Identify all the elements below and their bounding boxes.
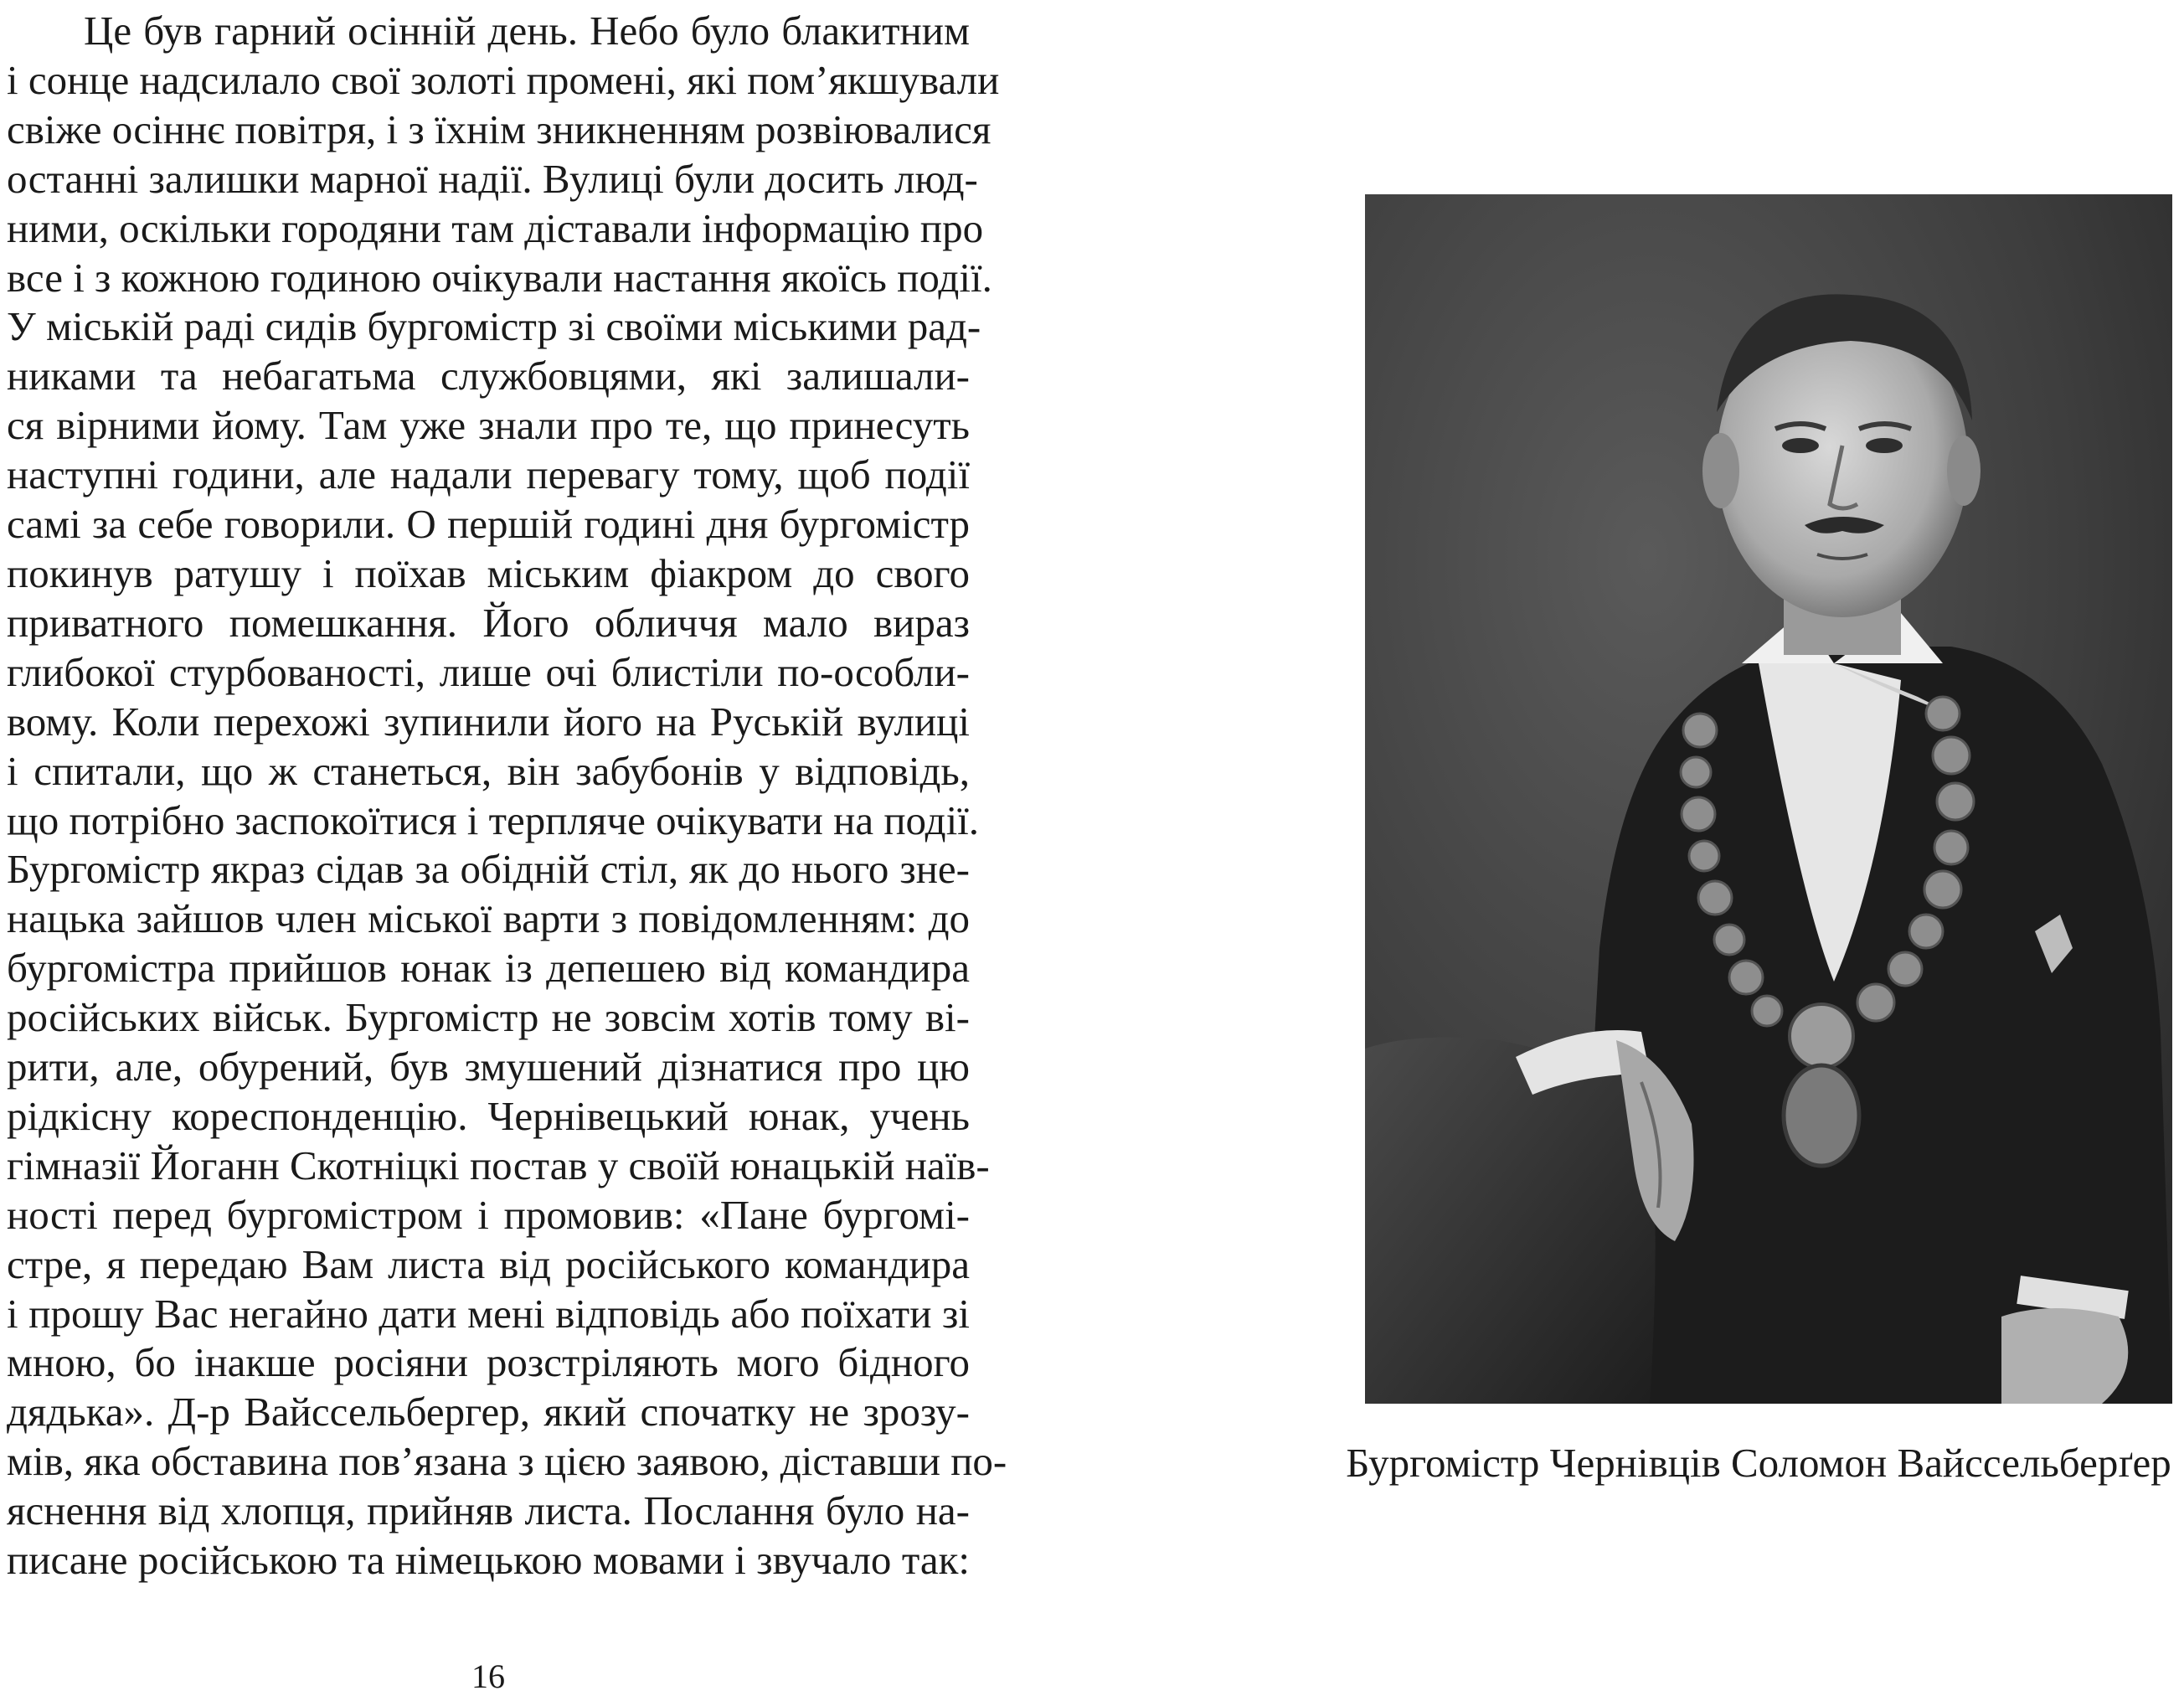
page-number: 16	[471, 1657, 505, 1695]
text-line: Це був гарний осінній день. Небо було блакитним	[84, 8, 970, 54]
text-line: ними, оскільки городяни там діставали інформацію про	[7, 204, 984, 251]
text-line: все і з кожною годиною очікували настання якоїсь події.	[7, 254, 992, 301]
text-line: гімназії Йоганн Скотніцкі постав у своїй юнацькій наїв-	[7, 1142, 990, 1188]
text-line: ся вірними йому. Там уже знали про те, що принесуть	[7, 402, 970, 449]
body-text	[7, 7, 1007, 1585]
text-line: яснення від хлопця, прийняв листа. Послання було на-	[7, 1487, 970, 1534]
text-line: рити, але, обурений, був змушений дізнатися про цю	[7, 1044, 970, 1090]
text-line: писане російською та німецькою мовами і звучало так:	[7, 1537, 970, 1584]
text-line: нацька зайшов член міської варти з повідомленням: до	[7, 895, 970, 942]
text-line: покинув ратушу і поїхав міським фіакром до свого	[7, 549, 970, 596]
portrait-illustration	[1365, 194, 2172, 1404]
text-line: стре, я передаю Вам листа від російського командира	[7, 1240, 970, 1287]
text-line: російських військ. Бургомістр не зовсім хотів тому ві-	[7, 994, 970, 1041]
photo-caption: Бургомістр Чернівців Соломон Вайссельберґер	[1346, 1440, 2171, 1486]
text-line: свіже осіннє повітря, і з їхнім зникненням розвіювалися	[7, 106, 992, 152]
text-line: і спитали, що ж станеться, він забубонів у відповідь,	[7, 747, 970, 794]
text-line: що потрібно заспокоїтися і терпляче очікувати на події.	[7, 796, 980, 843]
text-line: дядька». Д-р Вайссельбергер, який спочатку не зрозу-	[7, 1389, 970, 1436]
text-line: і сонце надсилало свої золоті промені, які пом’якшували	[7, 56, 1000, 103]
text-line: останні залишки марної надії. Вулиці були досить люд-	[7, 155, 978, 202]
text-line: рідкісну кореспонденцію. Чернівецький юнак, учень	[7, 1092, 970, 1139]
text-line: наступні години, але надали перевагу тому, щоб події	[7, 451, 970, 498]
text-line: самі за себе говорили. О першій годині дня бургомістр	[7, 501, 970, 548]
text-line: Бургомістр якраз сідав за обідній стіл, як до нього зне-	[7, 846, 970, 893]
text-line: ності перед бургомістром і промовив: «Пане бургомі-	[7, 1191, 970, 1238]
text-line: глибокої стурбованості, лише очі блистіли по-особли-	[7, 648, 970, 695]
text-line: никами та небагатьма службовцями, які залишали-	[7, 353, 970, 399]
text-line: бургомістра прийшов юнак із депешею від командира	[7, 945, 970, 992]
text-line: мною, бо інакше росіяни розстріляють мого бідного	[7, 1339, 970, 1386]
text-line: і прошу Вас негайно дати мені відповідь або поїхати зі	[7, 1290, 970, 1337]
text-line: мів, яка обставина пов’язана з цією заявою, діставши по-	[7, 1438, 1007, 1485]
portrait-photo	[1365, 194, 2172, 1404]
text-line: У міській раді сидів бургомістр зі своїми міськими рад-	[7, 303, 981, 350]
text-line: вому. Коли перехожі зупинили його на Руській вулиці	[7, 698, 970, 745]
text-line: приватного помешкання. Його обличчя мало вираз	[7, 599, 970, 646]
